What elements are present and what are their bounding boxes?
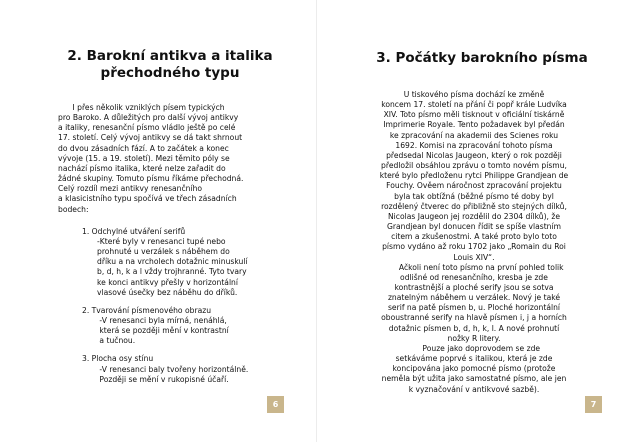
body-line: dotažnic písmen b, d, h, k, l. A nové prohnutí <box>388 323 560 333</box>
body-line: dříku a na vrcholech dotažnic minuskulí <box>97 257 248 267</box>
list-item-text <box>82 316 263 346</box>
body-line: a tučnou. <box>97 336 136 346</box>
body-line: kontrastnější a ploché serify jsou se sotva <box>394 282 554 292</box>
body-line: Celý rozdíl mezi antikvy renesančního <box>58 184 203 194</box>
numbered-list <box>58 227 263 385</box>
body-line: XIV. Toto písmo měli tisknout v oficiální tiskárně <box>383 110 565 120</box>
body-line: předložil obsáhlou zprávu o tomto novém písmu, <box>381 161 567 171</box>
body-line: k vyznačování v antikvové sazbě). <box>408 384 540 394</box>
body-line: -V renesanci byla mírná, nenáhlá, <box>97 315 227 325</box>
left-page-body <box>58 103 263 385</box>
list-item <box>82 306 263 347</box>
body-line: odlišné od renesančního, kresba je zde <box>400 272 548 282</box>
body-line: b, d, h, k a l vždy trojhranné. Tyto tvary <box>97 267 247 277</box>
right-page <box>317 0 634 442</box>
list-item-heading: 2. Tvarování písmenového obrazu <box>82 305 212 315</box>
body-line: a italiky, renesanční písmo vládlo ještě po celé <box>58 123 236 133</box>
left-page-title <box>55 48 285 82</box>
page-number: 6 <box>267 396 284 413</box>
list-item-heading: 3. Plocha osy stínu <box>82 354 154 364</box>
body-line: serif na patě písmen b, u. Ploché horizontální <box>387 303 561 313</box>
body-line: a klasicistního typu spočívá ve třech zásadních <box>58 194 237 204</box>
body-line: žádné skupiny. Tomuto písmu říkáme přechodná. <box>58 174 244 184</box>
body-line: Grandjean byl donucen řídit se spíše vlastním <box>387 222 561 232</box>
list-item-text <box>82 237 263 298</box>
body-line: prohnuté u verzálek s náběhem do <box>97 247 230 257</box>
body-line: Pouze jako doprovodem se zde <box>407 343 541 353</box>
body-line: vývoje (15. a 19. století). Mezi těmito póly se <box>58 153 230 163</box>
body-line: znatelným náběhem u verzálek. Nový je také <box>387 293 561 303</box>
body-line: Později se mění v rukopisné účaří. <box>97 374 229 384</box>
body-line: I přes několik vzniklých písem typických <box>58 103 225 112</box>
body-line: 1692. Komisi na zpracování tohoto písma <box>395 140 553 150</box>
body-line: 17. století. Celý vývoj antikvy se dá takt shrnout <box>58 133 243 143</box>
body-line: do dvou zásadních fází. A to začátek a konec <box>58 143 229 153</box>
list-item <box>82 354 263 384</box>
intro-paragraph <box>58 103 263 215</box>
body-line: nožky R litery. <box>447 333 501 343</box>
page-number: 7 <box>585 396 602 413</box>
body-line: U tiskového písma dochází ke změně <box>403 90 545 99</box>
body-line: vlasové úsečky bez náběhu do dříků. <box>97 287 238 297</box>
body-line: předsedal Nicolas Jaugeon, který o rok později <box>386 150 562 160</box>
body-line: nachází písmo italika, které nelze zařadit do <box>58 163 226 173</box>
body-line: Ačkoli není toto písmo na první pohled tolik <box>384 262 564 272</box>
right-title-line-1: 3. Počátky barokního písma <box>376 50 588 66</box>
body-line: Nicolas Jaugeon jej rozdělil do 2304 dílků), že <box>387 211 561 221</box>
list-item-heading: 1. Odchylné utváření serifů <box>82 226 186 236</box>
body-line: Imprimerie Royale. Tento požadavek byl předán <box>383 120 565 130</box>
body-line: oboustranné serify na hlavě písmen i, j a horních <box>381 313 567 323</box>
body-line: ke zpracování na akademii des Scienes roku <box>389 130 559 140</box>
body-line: byla tak obtížná (běžné písmo té doby byl <box>394 191 554 201</box>
body-line: neměla být užita jako samostatné písmo, ale jen <box>381 374 567 384</box>
list-item-text <box>82 365 263 385</box>
left-title-line-1: 2. Barokní antikva a italika <box>67 48 273 64</box>
body-line: pro Baroko. A důležitých pro další vývoj antikvy <box>58 113 239 123</box>
body-line: -Které byly v renesanci tupé nebo <box>97 236 226 246</box>
right-page-title <box>352 50 612 67</box>
body-line: -V renesanci baly tvořeny horizontálně. <box>97 364 249 374</box>
body-line: koncipována jako pomocné písmo (protože <box>392 364 556 374</box>
body-line: ke konci antikvy přešly v horizontální <box>97 277 238 287</box>
body-line: setkáváme poprvé s italikou, která je zde <box>395 354 553 364</box>
body-line: Louis XIV“. <box>453 252 495 262</box>
body-line: písmo vydáno až roku 1702 jako „Romain du Roi <box>382 242 566 252</box>
body-line: citem a zkušenostmi. A také proto bylo toto <box>391 232 557 242</box>
body-line: rozdělený čtverec do přibližně sto stejných dílků, <box>381 201 567 211</box>
body-line: která se později mění v kontrastní <box>97 326 229 336</box>
body-line: koncem 17. století na přání či popř krále Ludvíka <box>381 100 567 110</box>
body-line: které bylo předloženu rytci Philippe Grandjean de <box>379 171 569 181</box>
left-title-line-2: přechodného typu <box>100 65 240 81</box>
body-line: Fouchy. Ověem náročnost zpracování projektu <box>386 181 562 191</box>
right-page-body <box>355 90 593 395</box>
list-item <box>82 227 263 298</box>
body-line: bodech: <box>58 204 89 214</box>
